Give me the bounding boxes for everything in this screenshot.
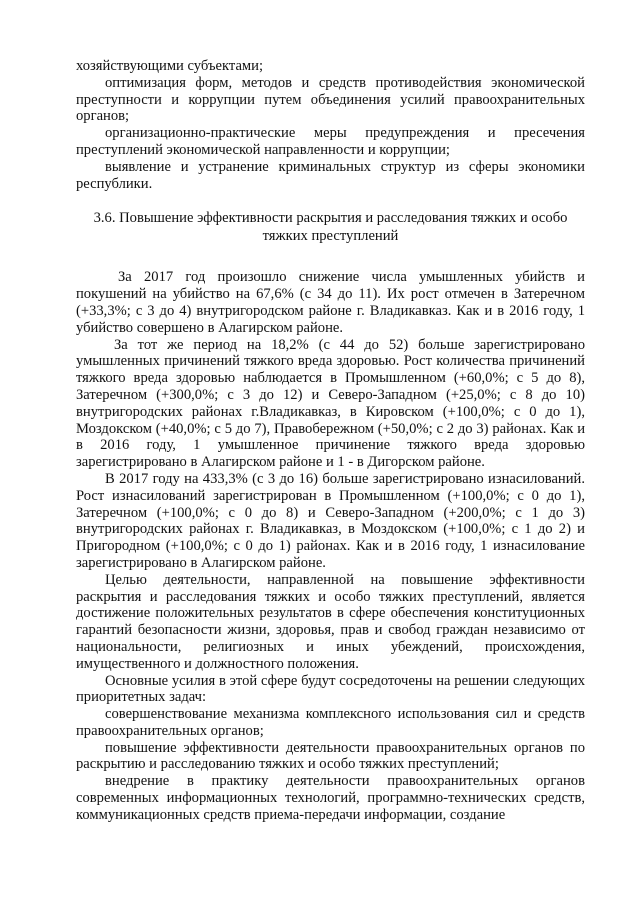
paragraph-goal: Целью деятельности, направленной на повышение эффективности раскрытия и расследования тяжких и особо тяжких преступлений, является достижение положительных результатов в сфере обеспечения конституционных гарантий безопасности жизни, здоровья, прав и свобод граждан независимо от национальности, религиозных и иных убеждений, происхождения, имущественного и должностного положения. [76, 571, 585, 672]
paragraph-rapes: В 2017 году на 433,3% (с 3 до 16) больше зарегистрировано изнасилований. Рост изнасилований зарегистрирован в Промышленном (+100,0%; с 0 до 1), Затеречном (+100,0%; с 0 до 8) и Северо-Западном (+200,0%; с 1 до 3) внутригородских районах г. Владикавказ, в Моздокском (+100,0%; с 1 до 2) и Пригородном (+100,0%; с 0 до 1) районах. Как и в 2016 году, 1 изнасилование зарегистрировано в Алагирском районе. [76, 470, 585, 571]
paragraph-task-1: совершенствование механизма комплексного использования сил и средств правоохранительных органов; [76, 706, 585, 739]
paragraph-task-3: внедрение в практику деятельности правоохранительных органов современных информационных технологий, программно-технических средств, коммуникационных средств приема-передачи информации, создание [76, 773, 585, 823]
paragraph-top-4: выявление и устранение криминальных структур из сферы экономики республики. [76, 158, 585, 192]
paragraph-top-1: хозяйствующими субъектами; [76, 58, 264, 74]
paragraph-task-2: повышение эффективности деятельности правоохранительных органов по раскрытию и расследованию тяжких и особо тяжких преступлений; [76, 739, 585, 773]
section-heading: 3.6. Повышение эффективности раскрытия и расследования тяжких и особо тяжких преступлений [93, 210, 568, 244]
document-page [76, 58, 585, 824]
paragraph-top-2: оптимизация форм, методов и средств противодействия экономической преступности и коррупции путем объединения усилий правоохранительных органов; [76, 74, 585, 125]
paragraph-murders: За 2017 год произошло снижение числа умышленных убийств и покушений на убийство на 67,6% (с 34 до 11). Их рост отмечен в Затеречном (+33,3%; с 3 до 4) внутригородском районе г. Владикавказ. Как и в 2016 году, 1 убийство совершено в Алагирском районе. [76, 269, 585, 336]
paragraph-grievous-harm: За тот же период на 18,2% (с 44 до 52) больше зарегистрировано умышленных причинений тяжкого вреда здоровью. Рост количества причинений тяжкого вреда здоровью наблюдается в Промышленном (+60,0%; с 5 до 8), Затеречном (+300,0%; с 3 до 12) и Северо-Западном (+25,0%; с 8 до 10) внутригородских районах г.Владикавказ, в Кировском (+100,0%; с 0 до 1), Моздокском (+40,0%; с 5 до 7), Правобережном (+50,0%; с 2 до 3) районах. Как и в 2016 году, 1 умышленное причинение тяжкого вреда здоровью зарегистрировано в Алагирском районе и 1 - в Дигорском районе. [76, 336, 585, 471]
heading-spacer [76, 245, 585, 269]
paragraph-main-efforts: Основные усилия в этой сфере будут сосредоточены на решении следующих приоритетных задач: [76, 672, 585, 706]
paragraph-top-3: организационно-практические меры предупреждения и пресечения преступлений экономической направленности и коррупции; [76, 125, 585, 158]
